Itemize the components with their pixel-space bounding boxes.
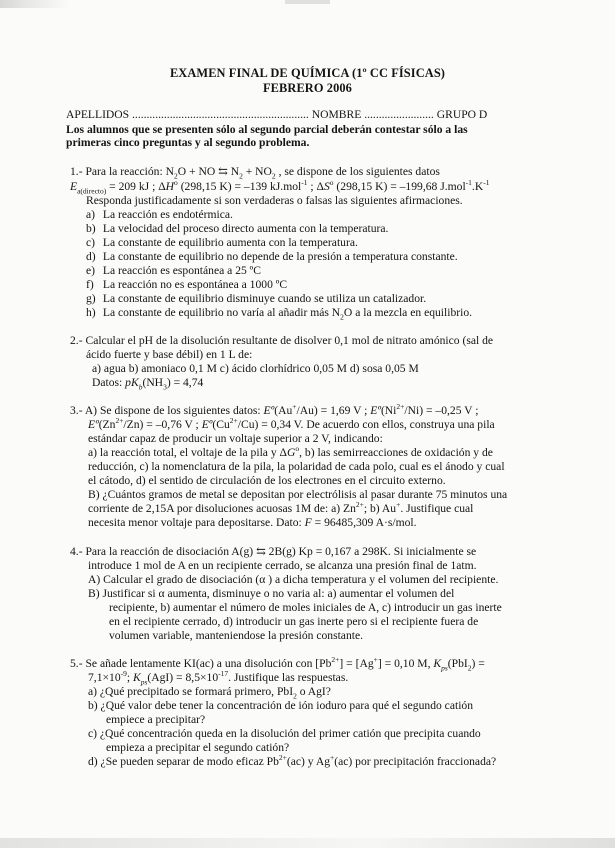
question-3-part-b: B) ¿Cuántos gramos de metal se depositan por electrólisis al pasar durante 75 minutos una <box>88 488 508 501</box>
question-3-part-b: necesita menor voltaje para depositarse. Dato: F = 96485,309 A·s/mol. <box>88 516 417 529</box>
exam-date: FEBRERO 2006 <box>263 81 352 95</box>
nombre-field: NOMBRE ........................ <box>311 108 434 121</box>
question-4-statement: introduce 1 mol de A en un recipiente cerrado, se alcanza una presión final de 1atm. <box>88 559 477 572</box>
question-1-intro: Responda justificadamente si son verdaderas o falsas las siguientes afirmaciones. <box>86 194 463 207</box>
grupo-field: GRUPO D <box>436 108 488 121</box>
question-1-item: a) La reacción es endotérmica. <box>86 208 233 221</box>
scan-artifact <box>0 838 615 848</box>
question-3-statement: reducción, c) la nomenclatura de la pila, la polaridad de cada polo, cual es el ánodo y cual <box>88 460 505 473</box>
question-2-options: a) agua b) amoniaco 0,1 M c) ácido clorhídrico 0,05 M d) sosa 0,05 M <box>92 362 419 375</box>
question-3-part-b: corriente de 2,15A por disoluciones acuosas 1M de: a) $Zn^{2+}$; b) Au+. Justifique cual <box>88 500 474 515</box>
question-1-item: c) La constante de equilibrio aumenta con la temperatura. <box>86 236 358 249</box>
question-5-item: empiece a precipitar? <box>106 713 206 726</box>
question-3-statement: a) la reacción total, el voltaje de la pila y $\Delta G^o$, b) las semirreacciones de oxidación y de <box>88 444 493 459</box>
question-1-item: h) La constante de equilibrio no varía al añadir más $N_2O$ a la mezcla en equilibrio. <box>86 306 473 322</box>
instruction-line: primeras cinco preguntas y al segundo problema. <box>66 136 310 149</box>
question-2-data: Datos: $pK_b(NH_3) = 4,74$ <box>92 376 204 392</box>
question-1-data: $E_{a(directo)} = 209$ kJ ; $\Delta H^o$ (298,15 K) = –139 kJ.mol$^{-1}$ ; $\Delta S^o$ (298,15 K) = –199,68 $J.mol^{-1}.K^{-1}$ <box>70 178 490 196</box>
scan-artifact <box>285 0 330 4</box>
question-5-item: d) ¿Se pueden separar de modo eficaz $Pb^{2+}(ac)$ y Ag+(ac) por precipitación fraccionada? <box>88 753 497 768</box>
question-5-item: c) ¿Qué concentración queda en la disolución del primer catión que precipita cuando <box>88 727 481 740</box>
student-info-line <box>66 108 522 122</box>
question-4-part-b: recipiente, b) aumentar el número de moles iniciales de A, c) introducir un gas inerte <box>109 601 502 614</box>
exam-title: EXAMEN FINAL DE QUÍMICA (1º CC FÍSICAS) <box>169 66 446 80</box>
question-5-statement: $7,1\times 10^{-9}$; $K_{ps}(AgI) = 8,5\times 10^{-17}$. Justifique las respuestas. <box>88 669 349 687</box>
question-4-part-a: A) Calcular el grado de disociación (α ) a dicha temperatura y el volumen del recipiente. <box>88 573 499 586</box>
question-4-statement: 4.- Para la reacción de disociación A(g) ⇆ 2B(g) Kp = 0,167 a 298K. Si inicialmente se <box>70 545 477 558</box>
question-1-item: g) La constante de equilibrio disminuye cuando se utiliza un catalizador. <box>86 292 427 305</box>
apellidos-field: APELLIDOS ............................................................. <box>66 108 309 121</box>
question-3-statement: 3.- A) Se dispone de los siguientes datos: Eº(Au+/Au) = 1,69 V ; $Eº(Ni^{2+}/Ni) = -0,25$ V ; <box>70 402 479 417</box>
question-2-statement: 2.- Calcular el pH de la disolución resultante de disolver 0,1 mol de nitrato amónico (sal de <box>70 334 494 347</box>
question-1-item: f) La reacción no es espontánea a 1000 ºC <box>86 278 288 291</box>
question-1-item: e) La reacción es espontánea a 25 ºC <box>86 264 262 277</box>
question-5-item: b) ¿Qué valor debe tener la concentración de ión ioduro para qué el segundo catión <box>88 699 474 712</box>
question-3-statement: el cátodo, d) el sentido de circulación de los electrones en el circuito externo. <box>88 474 446 487</box>
question-5-statement: 5.- Se añade lentamente KI(ac) a una disolución con $[Pb^{2+}] = [Ag^+] = 0,10$ M, $K_{ps}(PbI_2)$ = <box>70 655 485 673</box>
question-4-part-b: en el recipiente cerrado, d) introducir un gas inerte pero si el recipiente fuera de <box>109 615 479 628</box>
question-4-part-b: B) Justificar si α aumenta, disminuye o no varia al: a) aumentar el volumen del <box>88 587 455 600</box>
question-4-part-b: volumen variable, manteniendose la presión constante. <box>109 629 364 642</box>
scan-artifact <box>0 0 70 8</box>
question-5-item: a) ¿Qué precipitado se formará primero, PbI$_2$ o AgI? <box>88 685 331 701</box>
question-3-statement: $Eº(Zn^{2+}/Zn) = -0,76$ V ; $Eº(Cu^{2+}/Cu) = 0,34$ V. De acuerdo con ellos, construya una pila <box>88 416 495 431</box>
instruction-line: Los alumnos que se presenten sólo al segundo parcial deberán contestar sólo a las <box>66 123 468 136</box>
question-1-item: b) La velocidad del proceso directo aumenta con la temperatura. <box>86 222 389 235</box>
question-3-statement: estándar capaz de producir un voltaje superior a 2 V, indicando: <box>88 432 383 445</box>
question-1-statement: 1.- Para la reacción: $N_2O$ + NO ⇆ $N_2 + NO_2$ , se dispone de los siguientes datos <box>70 165 440 181</box>
question-5-item: empieza a precipitar el segundo catión? <box>106 741 290 754</box>
question-2-statement: ácido fuerte y base débil) en 1 L de: <box>86 348 253 361</box>
question-1-item: d) La constante de equilibrio no depende de la presión a temperatura constante. <box>86 250 458 263</box>
